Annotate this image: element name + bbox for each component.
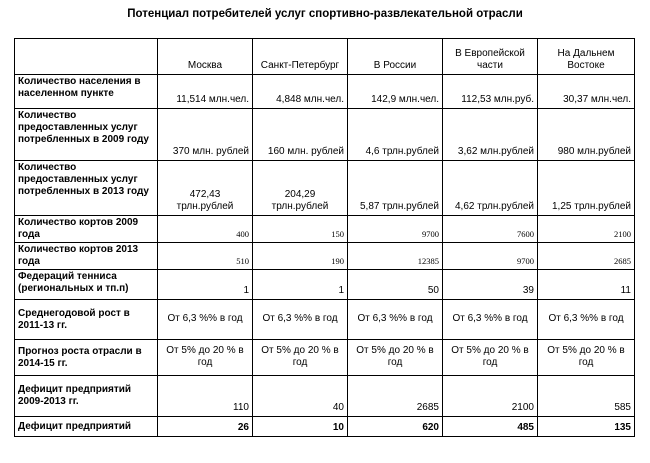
header-row bbox=[15, 39, 635, 75]
table-row bbox=[15, 270, 635, 300]
table-cell: 585 bbox=[538, 376, 635, 417]
table-cell: От 6,3 %% в год bbox=[253, 300, 348, 340]
table-cell: 620 bbox=[348, 417, 443, 437]
header-cell-moscow: Москва bbox=[158, 39, 253, 75]
table-cell: От 5% до 20 % в год bbox=[158, 340, 253, 376]
header-cell-empty bbox=[15, 39, 158, 75]
table-cell: 2100 bbox=[443, 376, 538, 417]
table-cell: 510 bbox=[158, 243, 253, 270]
table-cell: 190 bbox=[253, 243, 348, 270]
data-table bbox=[14, 38, 635, 437]
table-cell: 204,29 трлн.рублей bbox=[253, 161, 348, 216]
table-cell: 9700 bbox=[443, 243, 538, 270]
table-cell: 11 bbox=[538, 270, 635, 300]
table-cell: 40 bbox=[253, 376, 348, 417]
table-cell: 9700 bbox=[348, 216, 443, 243]
table-cell: 4,6 трлн.рублей bbox=[348, 109, 443, 161]
table-cell: 2685 bbox=[538, 243, 635, 270]
table-title: Потенциал потребителей услуг спортивно-развлекательной отрасли bbox=[127, 8, 523, 20]
table-cell: 472,43 трлн.рублей bbox=[158, 161, 253, 216]
table-cell: 10 bbox=[253, 417, 348, 437]
table-cell: 5,87 трлн.рублей bbox=[348, 161, 443, 216]
row-label: Количество кортов 2009 года bbox=[15, 216, 158, 243]
header-cell-spb: Санкт-Петербург bbox=[253, 39, 348, 75]
table-row bbox=[15, 75, 635, 109]
table-cell: 2100 bbox=[538, 216, 635, 243]
row-label: Дефицит предприятий 2009-2013 гг. bbox=[15, 376, 158, 417]
header-cell-european: В Европейской части bbox=[443, 39, 538, 75]
table-cell: 1 bbox=[253, 270, 348, 300]
table-cell: 50 bbox=[348, 270, 443, 300]
table-cell: От 6,3 %% в год bbox=[443, 300, 538, 340]
table-cell: 12385 bbox=[348, 243, 443, 270]
row-label: Количество кортов 2013 года bbox=[15, 243, 158, 270]
table-cell: 980 млн.рублей bbox=[538, 109, 635, 161]
table-cell: 26 bbox=[158, 417, 253, 437]
table-cell: 4,848 млн.чел. bbox=[253, 75, 348, 109]
table-cell: 150 bbox=[253, 216, 348, 243]
table-cell: 4,62 трлн.рублей bbox=[443, 161, 538, 216]
row-label: Количество предоставленных услуг потребленных в 2009 году bbox=[15, 109, 158, 161]
table-cell: 485 bbox=[443, 417, 538, 437]
table-cell: 7600 bbox=[443, 216, 538, 243]
table-cell: 30,37 млн.чел. bbox=[538, 75, 635, 109]
table-cell: 110 bbox=[158, 376, 253, 417]
table-cell: От 6,3 %% в год bbox=[158, 300, 253, 340]
table-cell: 11,514 млн.чел. bbox=[158, 75, 253, 109]
table-cell: 135 bbox=[538, 417, 635, 437]
table-cell: 400 bbox=[158, 216, 253, 243]
table-row bbox=[15, 243, 635, 270]
table-cell: 142,9 млн.чел. bbox=[348, 75, 443, 109]
header-cell-far-east: На Дальнем Востоке bbox=[538, 39, 635, 75]
table-row bbox=[15, 216, 635, 243]
table-cell: 3,62 млн.рублей bbox=[443, 109, 538, 161]
table-cell: 1 bbox=[158, 270, 253, 300]
row-label: Количество населения в населенном пункте bbox=[15, 75, 158, 109]
row-label: Количество предоставленных услуг потребленных в 2013 году bbox=[15, 161, 158, 216]
table-row bbox=[15, 161, 635, 216]
table-cell: От 5% до 20 % в год bbox=[253, 340, 348, 376]
row-label: Среднегодовой рост в 2011-13 гг. bbox=[15, 300, 158, 340]
table-cell: От 5% до 20 % в год bbox=[443, 340, 538, 376]
table-cell: 39 bbox=[443, 270, 538, 300]
table-cell: 370 млн. рублей bbox=[158, 109, 253, 161]
row-label: Прогноз роста отрасли в 2014-15 гг. bbox=[15, 340, 158, 376]
table-row bbox=[15, 300, 635, 340]
table-cell: От 6,3 %% в год bbox=[348, 300, 443, 340]
table-cell: От 6,3 %% в год bbox=[538, 300, 635, 340]
table-cell: От 5% до 20 % в год bbox=[348, 340, 443, 376]
table-row bbox=[15, 417, 635, 437]
table-cell: 1,25 трлн.рублей bbox=[538, 161, 635, 216]
table-row bbox=[15, 376, 635, 417]
table-row bbox=[15, 109, 635, 161]
table-cell: От 5% до 20 % в год bbox=[538, 340, 635, 376]
table-cell: 112,53 млн.руб. bbox=[443, 75, 538, 109]
row-label: Дефицит предприятий bbox=[15, 417, 158, 437]
header-cell-russia: В России bbox=[348, 39, 443, 75]
row-label: Федераций тенниса (региональных и тп.п) bbox=[15, 270, 158, 300]
table-cell: 2685 bbox=[348, 376, 443, 417]
table-cell: 160 млн. рублей bbox=[253, 109, 348, 161]
table-row bbox=[15, 340, 635, 376]
